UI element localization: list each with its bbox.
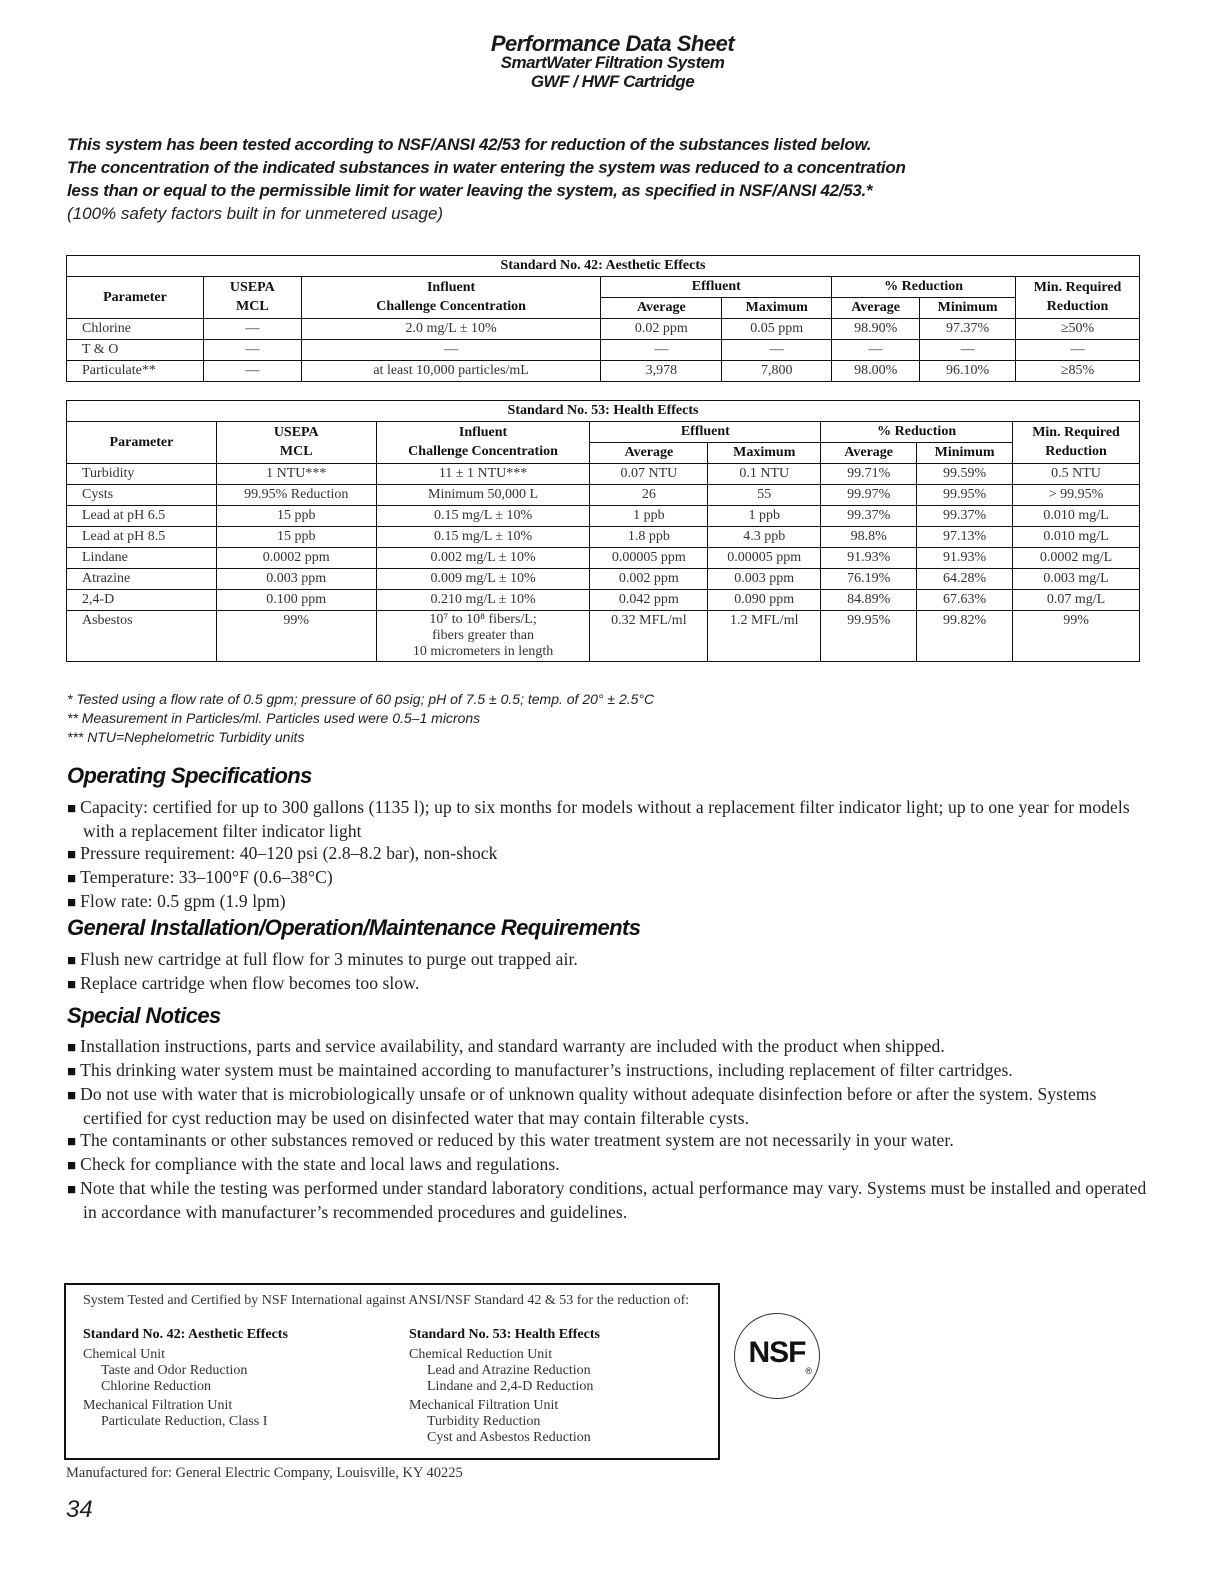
footnote: ** Measurement in Particles/ml. Particles used were 0.5–1 microns [67,710,481,726]
cell: — [1016,340,1140,361]
table-42-body [67,319,1140,382]
col-min-required: Min. Required [1016,277,1140,298]
cert-col-53-heading: Standard No. 53: Health Effects [409,1327,600,1342]
cell: Lead at pH 6.5 [67,506,217,527]
cell: > 99.95% [1013,485,1140,506]
cell: 64.28% [917,569,1013,590]
cell: 2,4-D [67,590,217,611]
col-mcl: MCL [216,443,376,464]
cell: 0.0002 mg/L [1013,548,1140,569]
cell: 96.10% [920,361,1016,382]
cell: 99.95% [821,611,917,662]
cell: at least 10,000 particles/mL [301,361,601,382]
footnote: *** NTU=Nephelometric Turbidity units [67,729,305,745]
cell: 1.2 MFL/ml [708,611,821,662]
cell: 0.15 mg/L ± 10% [376,527,590,548]
cell: 0.100 ppm [216,590,376,611]
cell: 0.15 mg/L ± 10% [376,506,590,527]
cert-item: Lindane and 2,4-D Reduction [427,1379,594,1394]
cell: 0.002 ppm [590,569,708,590]
cell: 99.95% [917,485,1013,506]
nsf-logo-text: NSF [748,1336,806,1369]
list-item: ■ Capacity: certified for up to 300 gallons (1135 l); up to six months for models without a replacement filter indicator light; up to one year for models with a replacement filter indicator light [67,796,1147,842]
list-item: ■ Installation instructions, parts and service availability, and standard warranty are included with the product when shipped. [67,1035,1147,1059]
col-reduction-minimum: Minimum [917,443,1013,464]
cell: Atrazine [67,569,217,590]
col-reduction: % Reduction [832,277,1016,298]
cell: ≥50% [1016,319,1140,340]
page-title: Performance Data Sheet [490,31,735,56]
cell: 0.210 mg/L ± 10% [376,590,590,611]
cell: 0.32 MFL/ml [590,611,708,662]
intro-line-2: The concentration of the indicated substances in water entering the system was reduced to a concentration [67,158,906,177]
col-reduction-average: Average [832,298,920,319]
cell: 0.002 mg/L ± 10% [376,548,590,569]
cell: 99.97% [821,485,917,506]
page-number: 34 [66,1496,93,1523]
cell: 0.003 mg/L [1013,569,1140,590]
cell: 0.042 ppm [590,590,708,611]
footnotes [67,690,654,747]
cell: 2.0 mg/L ± 10% [301,319,601,340]
cell: 0.07 NTU [590,464,708,485]
cell: 84.89% [821,590,917,611]
cert-col-42-heading: Standard No. 42: Aesthetic Effects [83,1327,288,1342]
operating-heading: Operating Specifications [67,763,312,788]
cell: 98.90% [832,319,920,340]
cell: 11 ± 1 NTU*** [376,464,590,485]
col-effluent: Effluent [590,422,821,443]
cell: 99.95% Reduction [216,485,376,506]
cell: 98.8% [821,527,917,548]
page-subtitle: SmartWater Filtration System [500,53,725,72]
cell: 0.1 NTU [708,464,821,485]
table-standard-53 [66,400,1140,662]
cell: 0.02 ppm [601,319,722,340]
col-parameter: Parameter [67,277,204,319]
cell: 99.37% [917,506,1013,527]
cell-line: fibers greater than [432,628,534,643]
table-53-title: Standard No. 53: Health Effects [67,401,1140,422]
col-effluent-average: Average [590,443,708,464]
cert-intro: System Tested and Certified by NSF International against ANSI/NSF Standard 42 & 53 for the reduction of: [83,1293,690,1308]
cert-unit: Mechanical Filtration Unit [83,1398,233,1413]
cell: 99.59% [917,464,1013,485]
cell: 7,800 [722,361,832,382]
cert-item: Particulate Reduction, Class I [101,1414,268,1429]
cell: 15 ppb [216,527,376,548]
cell: Minimum 50,000 L [376,485,590,506]
cell: Chlorine [67,319,204,340]
col-usepa: USEPA [203,277,301,298]
cell: 0.010 mg/L [1013,527,1140,548]
cell: — [203,319,301,340]
cell: 0.00005 ppm [708,548,821,569]
list-item: ■ Pressure requirement: 40–120 psi (2.8–8.2 bar), non-shock [67,842,1147,866]
operating-list [67,796,1147,914]
list-item: ■ This drinking water system must be maintained according to manufacturer’s instructions, including replacement of filter cartridges. [67,1059,1147,1083]
cert-unit: Mechanical Filtration Unit [409,1398,559,1413]
cell: 1.8 ppb [590,527,708,548]
table-row [67,340,1140,361]
general-list [67,948,1147,996]
cell: — [722,340,832,361]
cell: 1 ppb [590,506,708,527]
col-effluent-maximum: Maximum [722,298,832,319]
cell: 0.003 ppm [216,569,376,590]
col-effluent-average: Average [601,298,722,319]
cell: 3,978 [601,361,722,382]
col-effluent-maximum: Maximum [708,443,821,464]
col-reduction-average: Average [821,443,917,464]
page-header [0,31,1225,91]
cell: Particulate** [67,361,204,382]
cell: Lindane [67,548,217,569]
table-row [67,361,1140,382]
col-min-reduction: Reduction [1013,443,1140,464]
cell: 99% [1013,611,1140,662]
cell: 99.82% [917,611,1013,662]
cell: ≥85% [1016,361,1140,382]
cell: 0.010 mg/L [1013,506,1140,527]
col-min-reduction: Reduction [1016,298,1140,319]
cell-line: 10 micrometers in length [412,644,554,659]
col-min-required: Min. Required [1013,422,1140,443]
cartridge-subtitle: GWF / HWF Cartridge [530,72,695,91]
cell: 1 NTU*** [216,464,376,485]
table-row-asbestos [67,611,1140,662]
cell: 0.0002 ppm [216,548,376,569]
cell: 26 [590,485,708,506]
special-list [67,1035,1147,1223]
list-item: ■ Replace cartridge when flow becomes too slow. [67,972,1147,996]
list-item: ■ Flush new cartridge at full flow for 3 minutes to purge out trapped air. [67,948,1147,972]
registered-mark: ® [805,1366,812,1376]
table-row [67,590,1140,611]
cell: — [301,340,601,361]
col-reduction-minimum: Minimum [920,298,1016,319]
cell: 99.71% [821,464,917,485]
cell: Asbestos [67,611,217,662]
col-effluent: Effluent [601,277,832,298]
cell: 76.19% [821,569,917,590]
col-influent: Influent [301,277,601,298]
cell: Lead at pH 8.5 [67,527,217,548]
cert-item: Turbidity Reduction [427,1414,541,1429]
cell: — [203,361,301,382]
col-mcl: MCL [203,298,301,319]
col-challenge: Challenge Concentration [301,298,601,319]
col-parameter: Parameter [67,422,217,464]
intro-note: (100% safety factors built in for unmetered usage) [67,204,444,223]
table-row [67,548,1140,569]
list-item: ■ The contaminants or other substances removed or reduced by this water treatment system are not necessarily in your water. [67,1129,1147,1153]
special-heading: Special Notices [67,1003,221,1028]
list-item: ■ Do not use with water that is microbiologically unsafe or of unknown quality without adequate disinfection before or after the system. Systems certified for cyst reduction may be used on disinfected water that may contain filterable cysts. [67,1083,1147,1129]
cell: 99.37% [821,506,917,527]
cell: 0.07 mg/L [1013,590,1140,611]
table-row [67,319,1140,340]
table-row [67,464,1140,485]
intro-text [67,133,1167,226]
table-standard-42 [66,255,1140,382]
list-item: ■ Check for compliance with the state and local laws and regulations. [67,1153,1147,1177]
table-row [67,506,1140,527]
cell: 98.00% [832,361,920,382]
cell: 91.93% [821,548,917,569]
cell: T & O [67,340,204,361]
cert-item: Cyst and Asbestos Reduction [427,1430,591,1445]
cell: 15 ppb [216,506,376,527]
cert-item: Lead and Atrazine Reduction [427,1363,591,1378]
cell-line: 10⁷ to 10⁸ fibers/L; [429,612,537,627]
intro-line-3: less than or equal to the permissible limit for water leaving the system, as specified in NSF/ANSI 42/53.* [67,181,873,200]
col-reduction: % Reduction [821,422,1013,443]
list-item: ■ Temperature: 33–100°F (0.6–38°C) [67,866,1147,890]
col-influent: Influent [376,422,590,443]
col-usepa: USEPA [216,422,376,443]
cell: 0.090 ppm [708,590,821,611]
certification-box [64,1283,720,1460]
table-row [67,569,1140,590]
cell: — [203,340,301,361]
cell: Cysts [67,485,217,506]
intro-line-1: This system has been tested according to NSF/ANSI 42/53 for reduction of the substances listed below. [67,135,872,154]
table-42-title: Standard No. 42: Aesthetic Effects [67,256,1140,277]
cell: — [832,340,920,361]
cell: — [601,340,722,361]
cell: 4.3 ppb [708,527,821,548]
table-row [67,485,1140,506]
list-item: ■ Note that while the testing was performed under standard laboratory conditions, actual performance may vary. Systems must be installed and operated in accordance with manufacturer’s recommended procedures and guidelines. [67,1177,1147,1223]
col-challenge: Challenge Concentration [376,443,590,464]
cert-item: Taste and Odor Reduction [101,1363,248,1378]
cell: 99% [216,611,376,662]
cell: 91.93% [917,548,1013,569]
cell-asbestos-influent [376,611,590,662]
footnote: * Tested using a flow rate of 0.5 gpm; pressure of 60 psig; pH of 7.5 ± 0.5; temp. of 20° ± 2.5°C [67,691,655,707]
cert-unit: Chemical Reduction Unit [409,1347,553,1362]
cert-col-53 [409,1327,600,1446]
cell: 0.5 NTU [1013,464,1140,485]
cert-unit: Chemical Unit [83,1347,166,1362]
cert-item: Chlorine Reduction [101,1379,212,1394]
cell: 55 [708,485,821,506]
cell: 0.009 mg/L ± 10% [376,569,590,590]
cell: 0.00005 ppm [590,548,708,569]
manufacturer-line: Manufactured for: General Electric Company, Louisville, KY 40225 [66,1465,463,1481]
cell: 0.05 ppm [722,319,832,340]
cell: — [920,340,1016,361]
table-row [67,527,1140,548]
list-item: ■ Flow rate: 0.5 gpm (1.9 lpm) [67,890,1147,914]
cert-col-42 [83,1327,288,1430]
cell: 97.13% [917,527,1013,548]
cell: 0.003 ppm [708,569,821,590]
nsf-logo [734,1313,820,1399]
cell: 67.63% [917,590,1013,611]
general-heading: General Installation/Operation/Maintenance Requirements [67,915,641,940]
cell: Turbidity [67,464,217,485]
cell: 97.37% [920,319,1016,340]
cell: 1 ppb [708,506,821,527]
